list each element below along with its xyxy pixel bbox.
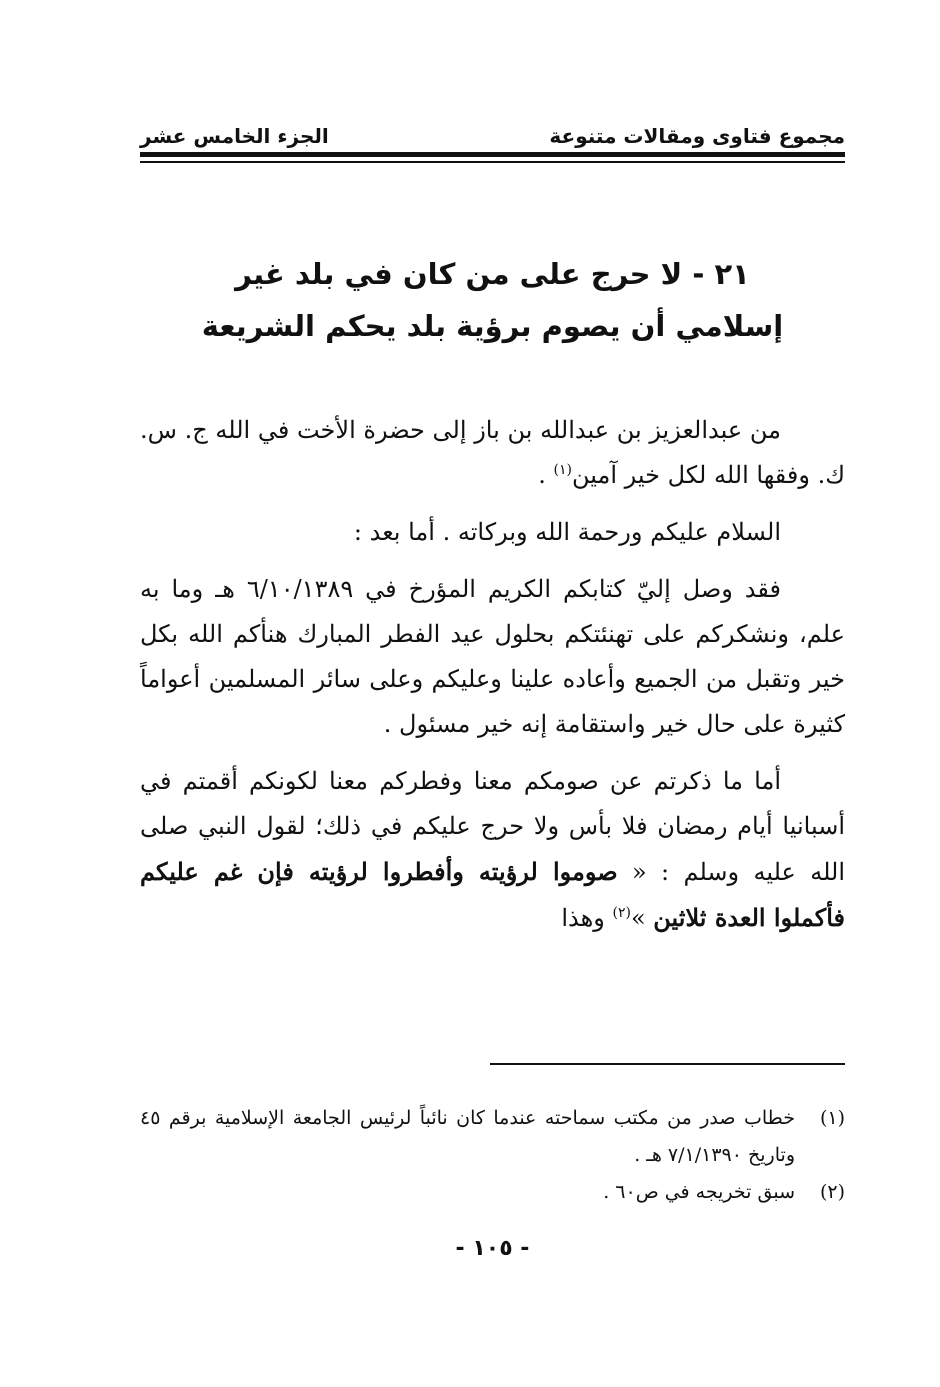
footnote-text-1: خطاب صدر من مكتب سماحته عندما كان نائباً لرئيس الجامعة الإسلامية برقم ٤٥ وتاريخ ٧/١/١٣٩٠ هـ . xyxy=(140,1107,795,1166)
title-line-1: ٢١ - لا حرج على من كان في بلد غير xyxy=(235,257,750,291)
salutation-end: . xyxy=(538,461,554,489)
paragraph-salutation xyxy=(140,408,845,498)
paragraph-letter-received: فقد وصل إليّ كتابكم الكريم المؤرخ في ٦/١٠/١٣٨٩ هـ وما به علم، ونشكركم على تهنئتكم بحلول عيد الفطر المبارك هنأكم الله بكل خير وتقبل من الجميع وأعاده علينا وعليكم وعلى سائر المسلمين أعواماً كثيرة على حال خير واستقامة إنه خير مسئول . xyxy=(140,575,845,738)
footnote-marker-1: (١) xyxy=(819,1107,845,1129)
salutation-text: من عبدالعزيز بن عبدالله بن باز إلى حضرة الأخت في الله ج. س. ك. وفقها الله لكل خير آمين xyxy=(140,416,845,489)
fatwa-title xyxy=(140,248,845,352)
footnotes xyxy=(140,1100,845,1211)
paragraph-ruling xyxy=(140,759,845,941)
paragraph-greeting: السلام عليكم ورحمة الله وبركاته . أما بعد : xyxy=(353,518,781,546)
footnote-ref-1: (١) xyxy=(553,462,572,478)
footnote-marker-2: (٢) xyxy=(819,1181,845,1203)
footnote-text-2: سبق تخريجه في ص٦٠ . xyxy=(603,1181,795,1203)
hadith-text: صوموا لرؤيته وأفطروا لرؤيته فإن غم عليكم فأكملوا العدة ثلاثين xyxy=(140,857,845,932)
footnote-ref-2: (٢) xyxy=(612,905,631,921)
header-rule-thick xyxy=(140,152,845,157)
book-title: مجموع فتاوى ومقالات متنوعة xyxy=(549,124,845,148)
title-line-2: إسلامي أن يصوم برؤية بلد يحكم الشريعة xyxy=(201,309,784,343)
body-text xyxy=(140,408,845,953)
running-header xyxy=(140,112,845,148)
volume-label: الجزء الخامس عشر xyxy=(140,124,329,148)
footnote-2 xyxy=(140,1174,845,1211)
page-number: - ١٠٥ - xyxy=(455,1236,530,1261)
ruling-continuation: وهذا xyxy=(561,904,613,932)
footnote-1 xyxy=(140,1100,845,1174)
ruling-text: أما ما ذكرتم عن صومكم معنا وفطركم معنا لكونكم أقمتم في أسبانيا أيام رمضان فلا بأس ولا حرج عليكم في ذلك؛ لقول النبي صلى الله عليه وسلم : « xyxy=(140,767,845,886)
header-rule-thin xyxy=(140,161,845,163)
footnote-separator xyxy=(490,1063,845,1065)
hadith-close: » xyxy=(630,904,654,932)
